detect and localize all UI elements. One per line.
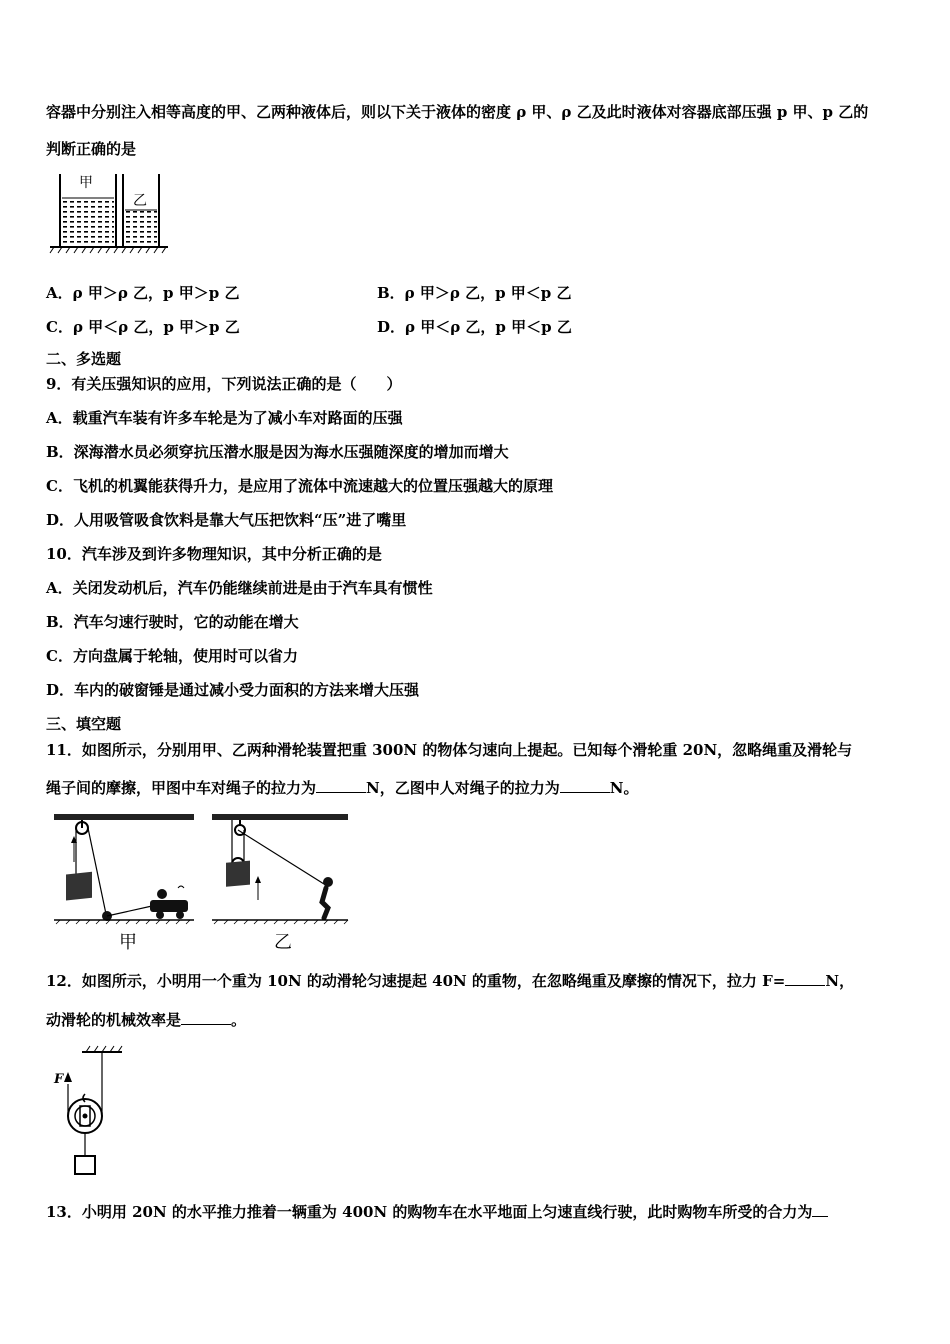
- q9-option-a: A．载重汽车装有许多车轮是为了减小车对路面的压强: [46, 409, 403, 427]
- q8-option-a: A．ρ 甲＞ρ 乙，p 甲＞p 乙: [46, 284, 240, 302]
- q9-option-b: B．深海潜水员必须穿抗压潜水服是因为海水压强随深度的增加而增大: [46, 443, 509, 461]
- q8-label-jia: 甲: [79, 175, 93, 191]
- q12-text-a: 12．如图所示，小明用一个重为 10N 的动滑轮匀速提起 40N 的重物，在忽略绳重及摩擦的情况下，拉力 F=: [46, 972, 786, 990]
- q11-text-c: N。: [609, 779, 639, 797]
- q9-option-d: D．人用吸管吸食饮料是靠大气压把饮料“压”进了嘴里: [46, 511, 407, 529]
- section-title-fill-blank: 三、填空题: [46, 715, 122, 733]
- q8-option-c: C．ρ 甲＜ρ 乙，p 甲＞p 乙: [46, 318, 240, 336]
- q11-label-yi: 乙: [274, 932, 292, 953]
- q13-line1: [46, 1200, 828, 1223]
- q13-answer-blank[interactable]: [812, 1200, 828, 1217]
- q12-line2: [46, 1008, 246, 1031]
- q10-option-c: C．方向盘属于轮轴，使用时可以省力: [46, 647, 298, 665]
- q12-answer-blank-1[interactable]: [785, 969, 825, 986]
- q12-figure: [52, 1044, 132, 1179]
- q12-text-d: 。: [231, 1011, 247, 1029]
- q11-text-a: 绳子间的摩擦，甲图中车对绳子的拉力为: [46, 779, 317, 797]
- q12-answer-blank-2[interactable]: [181, 1008, 231, 1025]
- q8-option-d: D．ρ 甲＜ρ 乙，p 甲＜p 乙: [377, 318, 572, 336]
- q8-stem-line1: 容器中分别注入相等高度的甲、乙两种液体后，则以下关于液体的密度 ρ 甲、ρ 乙及此时液体对容器底部压强 p 甲、p 乙的: [46, 103, 869, 121]
- q10-option-a: A．关闭发动机后，汽车仍能继续前进是由于汽车具有惯性: [46, 579, 433, 597]
- q10-option-b: B．汽车匀速行驶时，它的动能在增大: [46, 613, 299, 631]
- q9-stem: 9．有关压强知识的应用，下列说法正确的是（ ）: [46, 375, 402, 393]
- q11-line2: [46, 776, 638, 799]
- q8-label-yi: 乙: [133, 193, 147, 209]
- q8-stem-line2: 判断正确的是: [46, 140, 137, 158]
- q11-answer-blank-2[interactable]: [560, 776, 610, 793]
- q12-text-c: 动滑轮的机械效率是: [46, 1011, 182, 1029]
- q11-label-jia: 甲: [119, 932, 137, 953]
- q10-option-d: D．车内的破窗锤是通过减小受力面积的方法来增大压强: [46, 681, 420, 699]
- q11-figure: [52, 812, 357, 953]
- q8-option-b: B．ρ 甲＞ρ 乙，p 甲＜p 乙: [377, 284, 572, 302]
- q11-text-b: N，乙图中人对绳子的拉力为: [366, 779, 560, 797]
- q12-text-b: N，: [825, 972, 855, 990]
- q10-stem: 10．汽车涉及到许多物理知识，其中分析正确的是: [46, 545, 382, 563]
- q13-text: 13．小明用 20N 的水平推力推着一辆重为 400N 的购物车在水平地面上匀速直线行驶，此时购物车所受的合力为: [46, 1203, 813, 1221]
- q11-line1: 11．如图所示，分别用甲、乙两种滑轮装置把重 300N 的物体匀速向上提起。已知每个滑轮重 20N，忽略绳重及滑轮与: [46, 741, 853, 759]
- section-title-multi-choice: 二、多选题: [46, 350, 122, 368]
- q11-answer-blank-1[interactable]: [316, 776, 366, 793]
- q9-option-c: C．飞机的机翼能获得升力，是应用了流体中流速越大的位置压强越大的原理: [46, 477, 553, 495]
- q8-figure: [48, 170, 173, 255]
- q12-line1: [46, 969, 854, 992]
- q12-force-label: F: [54, 1072, 64, 1087]
